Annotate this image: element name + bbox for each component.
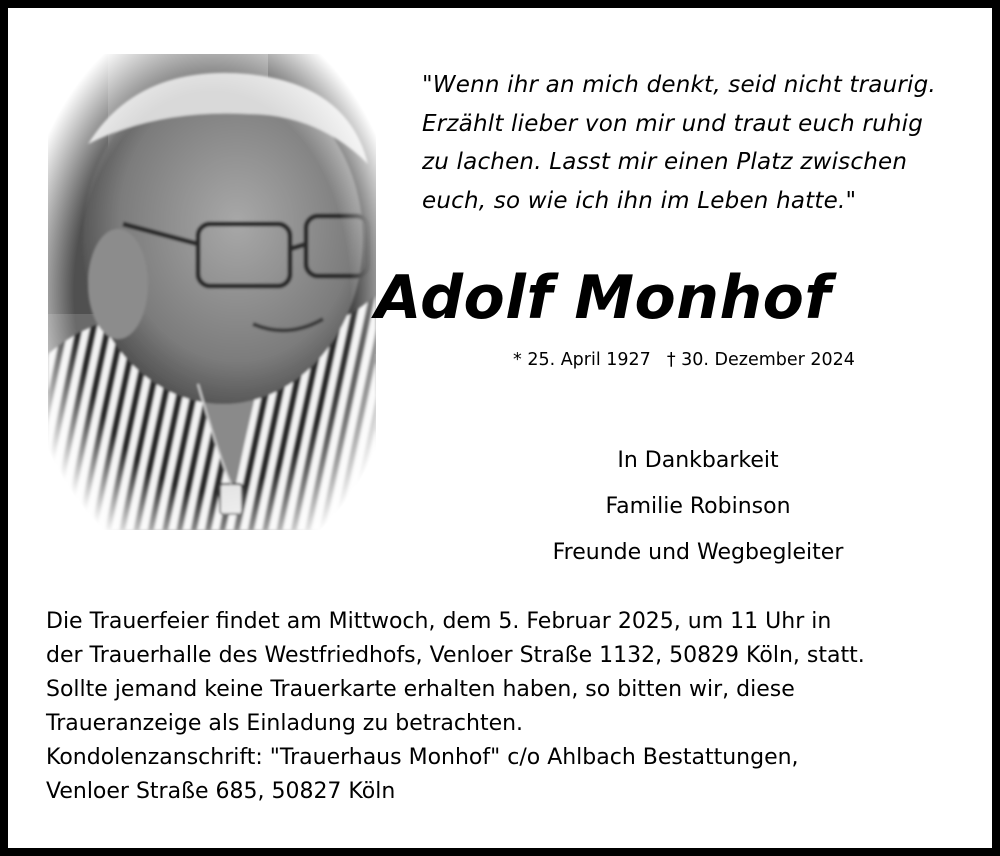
life-dates	[513, 348, 855, 372]
info-line: Venloer Straße 685, 50827 Köln	[46, 779, 396, 804]
mourners-block	[478, 438, 918, 576]
deceased-name: Adolf Monhof	[375, 263, 831, 333]
death-date: † 30. Dezember 2024	[666, 350, 855, 370]
quote-line: euch, so wie ich ihn im Leben hatte."	[422, 187, 857, 214]
info-line: Kondolenzanschrift: "Trauerhaus Monhof" c/o Ahlbach Bestattungen,	[46, 745, 799, 770]
info-line: Sollte jemand keine Trauerkarte erhalten haben, so bitten wir, diese	[46, 677, 795, 702]
quote-line: "Wenn ihr an mich denkt, seid nicht traurig.	[422, 72, 936, 98]
info-line: Traueranzeige als Einladung zu betrachten.	[46, 711, 524, 736]
birth-date: * 25. April 1927	[513, 350, 651, 370]
mourners-line: Familie Robinson	[605, 494, 791, 519]
funeral-information	[46, 605, 986, 809]
mourners-line: In Dankbarkeit	[617, 448, 779, 473]
info-line: Die Trauerfeier findet am Mittwoch, dem 5. Februar 2025, um 11 Uhr in	[46, 609, 832, 634]
quote-line: zu lachen. Lasst mir einen Platz zwischen	[422, 149, 908, 175]
info-line: der Trauerhalle des Westfriedhofs, Venloer Straße 1132, 50829 Köln, statt.	[46, 643, 865, 668]
quote-line: Erzählt lieber von mir und traut euch ruhig	[422, 110, 924, 137]
mourners-line: Freunde und Wegbegleiter	[552, 540, 844, 565]
memorial-quote	[422, 66, 982, 220]
